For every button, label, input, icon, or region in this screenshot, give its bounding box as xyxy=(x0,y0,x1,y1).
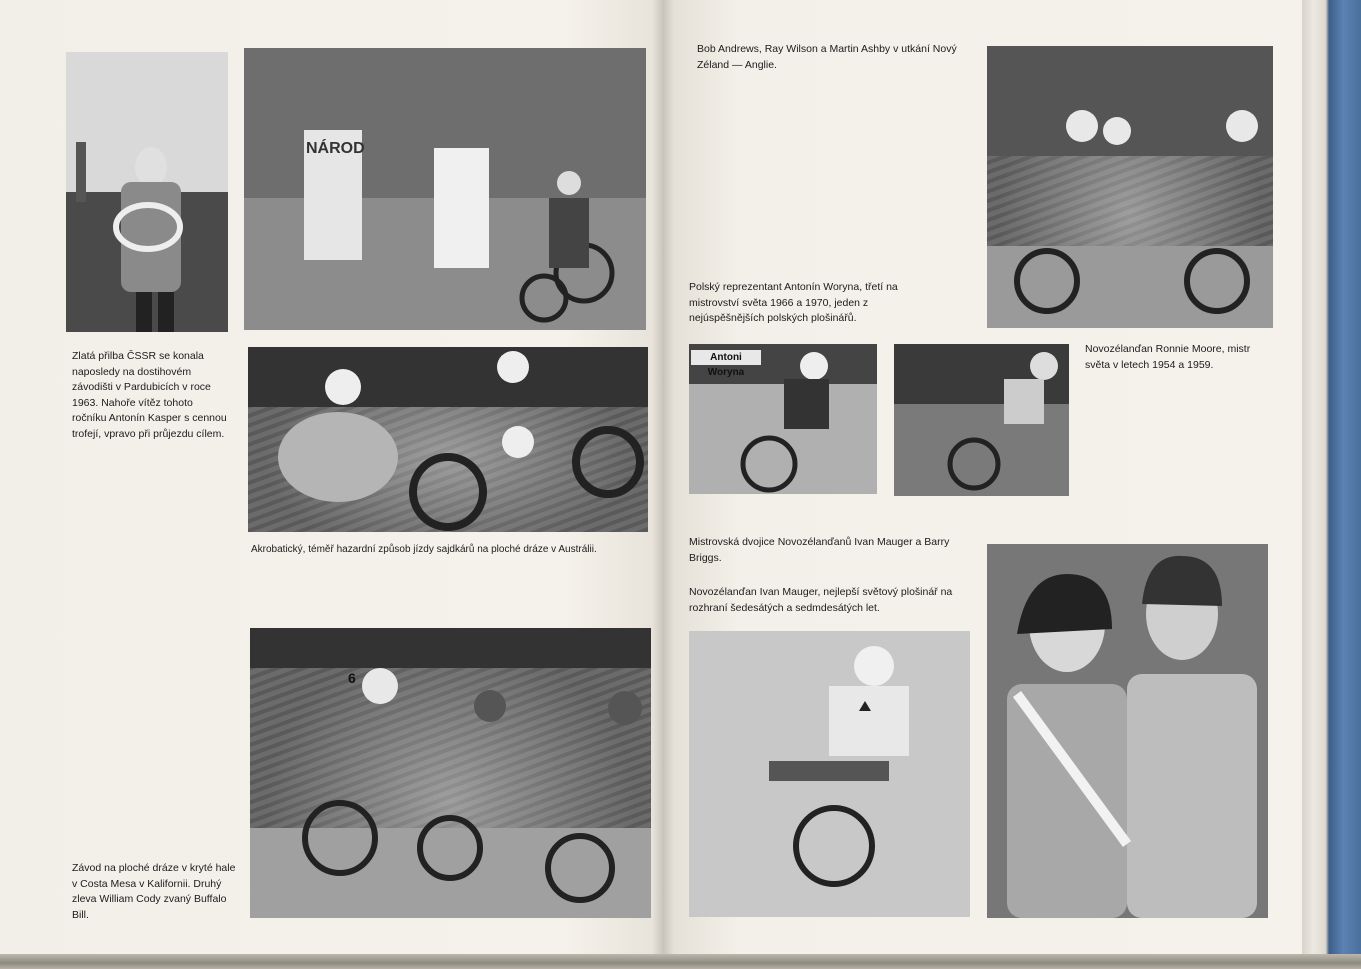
photo-mauger-briggs-portrait xyxy=(987,544,1268,918)
photo-antoni-woryna xyxy=(689,344,877,494)
caption-bob-andrews: Bob Andrews, Ray Wilson a Martin Ashby v utkání Nový Zéland — Anglie. xyxy=(697,43,957,71)
caption-mistrovska-dvojice: Mistrovská dvojice Novozélanďanů Ivan Mauger a Barry Briggs. xyxy=(689,536,950,564)
photo-sidecar-riders xyxy=(248,347,648,532)
book-spine xyxy=(652,0,674,962)
woryna-sign: Antoni Woryna xyxy=(691,350,761,365)
banner-text: NÁROD xyxy=(306,140,365,157)
caption-zlata-prilba: Zlatá přilba ČSSR se konala naposledy na dostihovém závodišti v Pardubicích v roce 1963. Nahoře vítěz tohoto ročníku Antonín Kasper s cennou trofejí, vpravo při průjezdu cílem. xyxy=(72,350,227,440)
caption-ivan-mauger: Novozélanďan Ivan Mauger, nejlepší světový plošinář na rozhraní šedesátých a sedmdesátých let. xyxy=(689,586,953,614)
photo-andrews-wilson-ashby xyxy=(987,46,1273,328)
race-number: 6 xyxy=(348,670,356,686)
photo-costa-mesa-race xyxy=(250,628,651,918)
caption-polsky-reprezentant: Polský reprezentant Antonín Woryna, třetí na mistrovství světa 1966 a 1970, jeden z nejúspěšnějších polských plošinářů. xyxy=(689,281,898,324)
photo-ivan-mauger-riding xyxy=(689,631,970,917)
book-cover-edge xyxy=(1302,0,1361,962)
caption-zavod-costa-mesa: Závod na ploché dráze v kryté hale v Costa Mesa v Kalifornii. Druhý zleva William Cody zvaný Buffalo Bill. xyxy=(72,862,236,921)
photo-finish-line-crowd xyxy=(244,48,646,330)
book-bottom-edge xyxy=(0,954,1361,969)
caption-akrobaticky: Akrobatický, téměř hazardní způsob jízdy sajdkárů na ploché dráze v Austrálii. xyxy=(251,544,597,555)
photo-ronnie-moore xyxy=(894,344,1069,496)
photo-antonin-kasper-trophy xyxy=(66,52,228,332)
caption-ronnie-moore: Novozélanďan Ronnie Moore, mistr světa v letech 1954 a 1959. xyxy=(1085,343,1251,371)
